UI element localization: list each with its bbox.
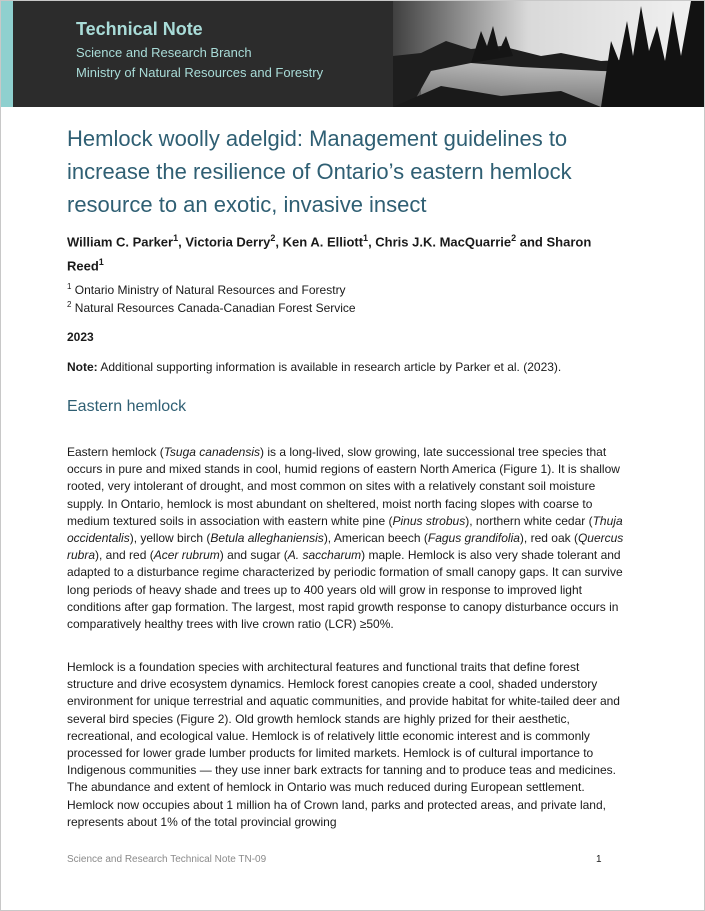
- banner-title: Technical Note: [76, 19, 203, 39]
- paragraph-text: ), and red (: [95, 548, 154, 563]
- note-label: Note:: [67, 360, 98, 374]
- body-paragraph-2: Hemlock is a foundation species with architectural features and functional traits that define forest structure and drive ecosystem dynamics. Hemlock forest canopies create a cool, shaded understory environment for unique terrestrial and aquatic communities, and provide habitat for white-tailed deer and several bird species (Figure 2). Old growth hemlock stands are highly prized for their aesthetic, recreational, and ecological value. Hemlock is of relatively little economic interest and is commonly processed for lower grade lumber products for limited markets. Hemlock is of cultural importance to Indigenous communities — they use inner bark extracts for tanning and to produce teas and medicines. The abundance and extent of hemlock in Ontario was much reduced during European settlement. Hemlock now occupies about 1 million ha of Crown land, parks and protected areas, and private land, represents about 1% of the total provincial growing: [67, 660, 620, 829]
- section-heading: Eastern hemlock: [67, 398, 187, 415]
- affiliation-2: [67, 300, 356, 315]
- author-list: William C. Parker$^1$, Victoria Derry$^2$, Ken A. Elliott$^1$, Chris J.K. MacQuarrie$^2$ and Sharon Reed$^1$: [67, 233, 592, 274]
- note-text: Additional supporting information is available in research article by Parker et al. (2023).: [97, 360, 562, 374]
- author-name: Sharon Reed: [67, 234, 592, 274]
- species-name: A. saccharum: [287, 548, 362, 563]
- author-affiliation-mark: 1: [173, 233, 179, 243]
- species-name: Acer rubrum: [153, 548, 220, 563]
- author-name: Ken A. Elliott: [282, 234, 364, 250]
- header-banner: [1, 1, 704, 107]
- species-name: Betula alleghaniensis: [210, 531, 324, 546]
- author-affiliation-mark: 2: [270, 233, 276, 243]
- paragraph-text: Eastern hemlock (: [67, 445, 164, 459]
- affiliation-text: Natural Resources Canada-Canadian Forest Service: [74, 301, 356, 315]
- species-name: Quercus rubra: [67, 531, 624, 563]
- paragraph-text: ) and sugar (: [219, 548, 288, 563]
- affiliation-number: 2: [67, 300, 72, 309]
- author-name: Victoria Derry: [185, 234, 271, 250]
- supporting-note: [67, 360, 561, 374]
- paragraph-text: ), red oak (: [519, 531, 578, 546]
- author-affiliation-mark: 1: [363, 233, 369, 243]
- affiliation-text: Ontario Ministry of Natural Resources and Forestry: [74, 283, 346, 297]
- species-name: Fagus grandifolia: [427, 531, 520, 546]
- body-paragraph-1: [67, 444, 625, 633]
- footer-series: Science and Research Technical Note TN-09: [67, 854, 267, 865]
- document-title: Hemlock woolly adelgid: Management guidelines to increase the resilience of Ontario’s eastern hemlock resource to an exotic, invasive insect: [67, 126, 572, 217]
- paragraph-text: ), American beech (: [323, 531, 428, 546]
- paragraph-text: ), yellow birch (: [129, 531, 211, 546]
- species-name: Thuja occidentalis: [67, 513, 623, 546]
- affiliation-number: 1: [67, 282, 72, 291]
- affiliation-1: [67, 282, 346, 297]
- paragraph-text: ) is a long-lived, slow growing, late successional tree species that occurs in pure and mixed stands in cool, humid regions of eastern North America (Figure 1). It is shallow rooted, very intolerant of drought, and most common on sites with a relatively constant soil moisture supply. In Ontario, hemlock is most abundant on sheltered, moist north facing slopes with coarse to medium textured soils in association with eastern white pine (: [67, 445, 620, 528]
- author-name: Chris J.K. MacQuarrie: [375, 234, 512, 250]
- species-name: Pinus strobus: [392, 513, 466, 528]
- author-name: William C. Parker: [67, 234, 174, 250]
- species-name: Tsuga canadensis: [163, 445, 260, 459]
- banner-ministry: Ministry of Natural Resources and Forestry: [76, 65, 324, 80]
- page-number: 1: [596, 854, 602, 865]
- paragraph-text: ), northern white cedar (: [465, 513, 593, 528]
- publication-year: 2023: [67, 330, 94, 344]
- author-affiliation-mark: 1: [98, 257, 104, 268]
- banner-branch: Science and Research Branch: [76, 45, 252, 60]
- author-affiliation-mark: 2: [511, 233, 517, 243]
- paragraph-text: ) maple. Hemlock is also very shade tolerant and adapted to a disturbance regime characterized by periodic formation of small canopy gaps. It can survive long periods of heavy shade and trees up to 400 years old will grow in response to improved light conditions after gap formation. The largest, most rapid growth response to canopy disturbance occurs in comparatively healthy trees with live crown ratio (LCR) ≥50%.: [67, 548, 623, 632]
